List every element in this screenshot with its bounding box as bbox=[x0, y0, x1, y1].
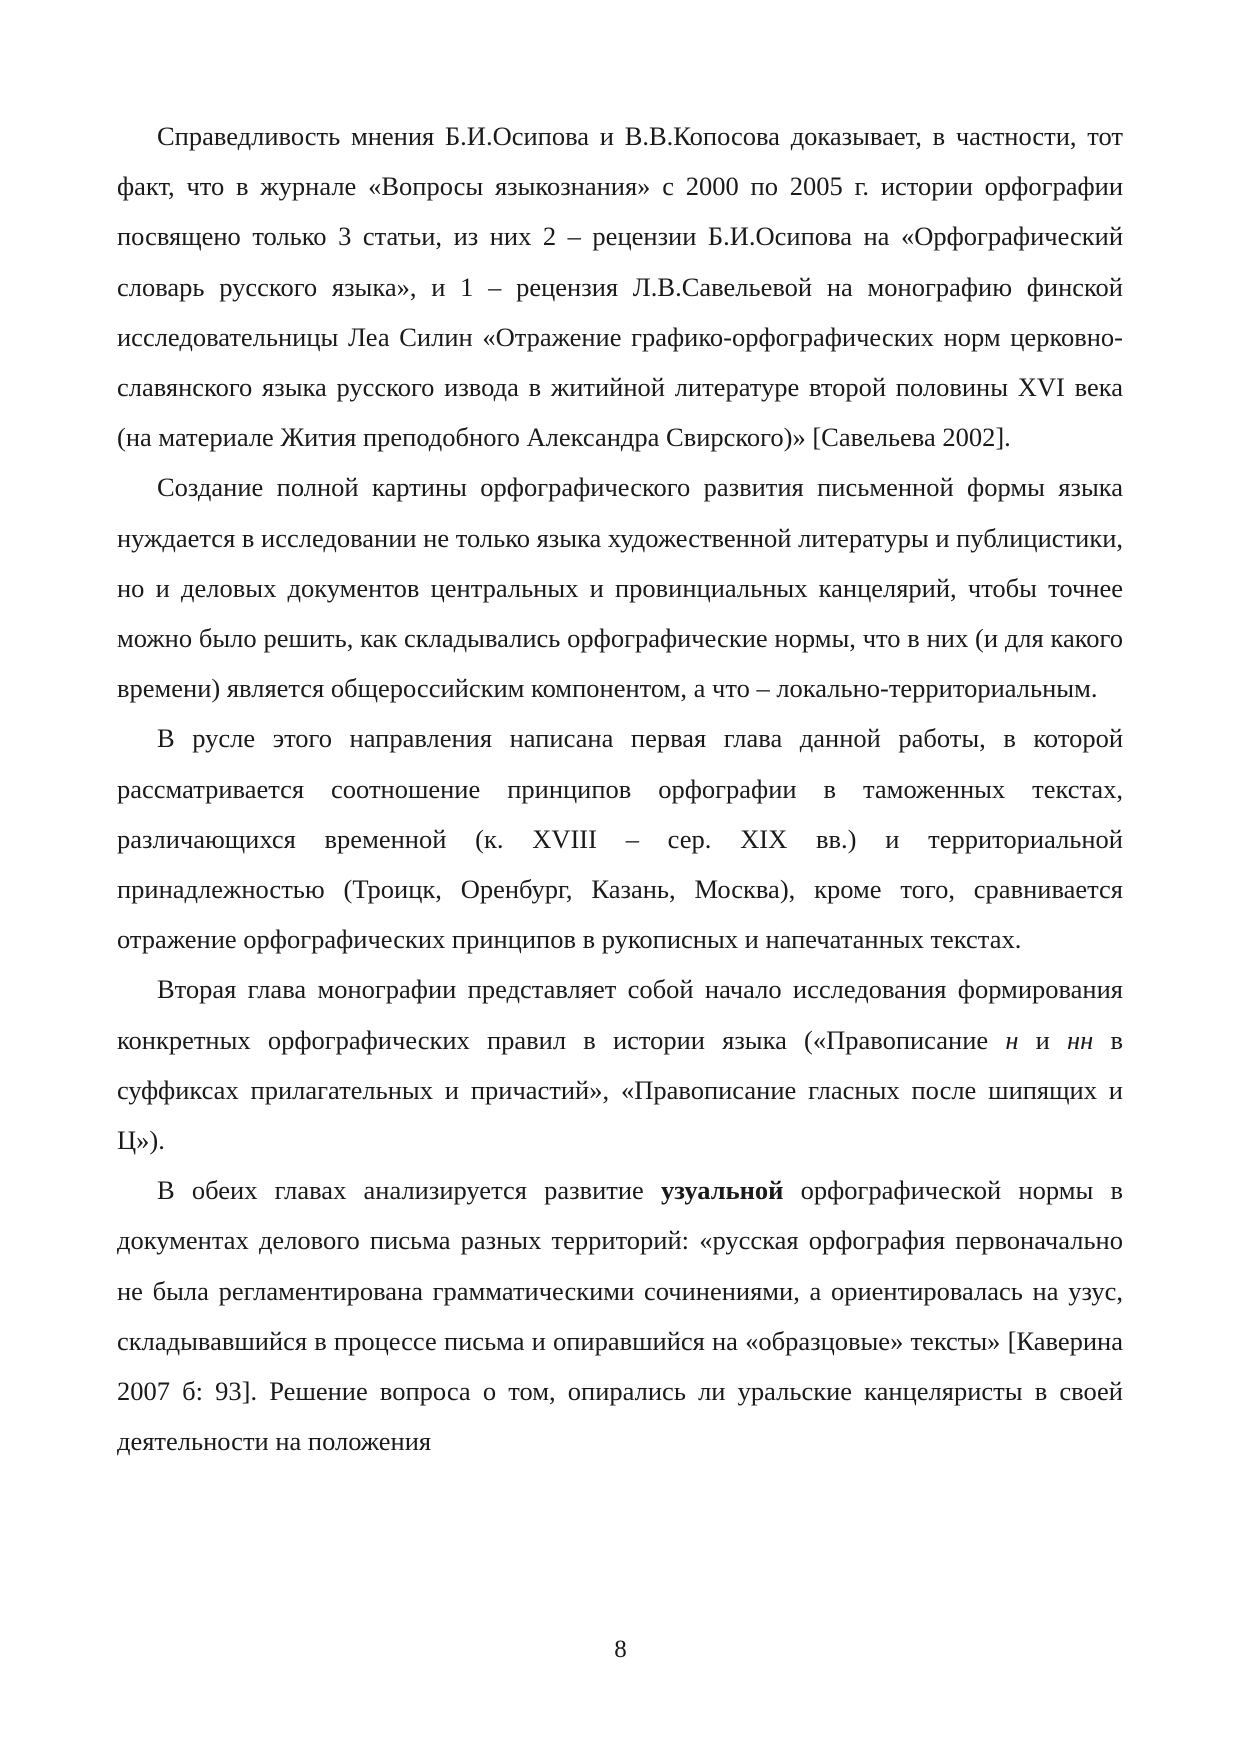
paragraph-4-text-b: и bbox=[1018, 1024, 1068, 1055]
paragraph-3-text: В русле этого направления написана первая глава данной работы, в которой рассматривается соотношение принципов орфографии в таможенных текстах, различающихся временной (к. XVIII – сер. XIX вв.) и территориальной принадлежностью (Троицк, Оренбург, Казань, Москва), кроме того, сравнивается отражение орфографических принципов в рукописных и напечатанных текстах. bbox=[117, 723, 1123, 955]
paragraph-3 bbox=[117, 713, 1123, 964]
paragraph-5-bold-term: узуальной bbox=[661, 1175, 784, 1206]
document-body bbox=[117, 111, 1123, 1466]
paragraph-2-text: Создание полной картины орфографического развития письменной формы языка нуждается в исследовании не только языка художественной литературы и публицистики, но и деловых документов центральных и провинциальных канцелярий, чтобы точнее можно было решить, как складывались орфографические нормы, что в них (и для какого времени) является общероссийским компонентом, а что – локально-территориальным. bbox=[117, 472, 1124, 704]
paragraph-4 bbox=[117, 964, 1123, 1165]
paragraph-4-text-c: в суффиксах прилагательных и причастий», «Правописание гласных после шипящих и Ц»). bbox=[117, 1024, 1124, 1156]
page-number: 8 bbox=[614, 1636, 627, 1663]
paragraph-4-italic-n: н bbox=[1005, 1024, 1019, 1055]
paragraph-1-text: Справедливость мнения Б.И.Осипова и В.В.Копосова доказывает, в частности, тот факт, что в журнале «Вопросы языкознания» с 2000 по 2005 г. истории орфографии посвящено только 3 статьи, из них 2 – рецензии Б.И.Осипова на «Орфографический словарь русского языка», и 1 – рецензия Л.В.Савельевой на монографию финской исследовательницы Леа Силин «Отражение графико-орфографических норм церковно-славянского языка русского извода в житийной литературе второй половины XVI века (на материале Жития преподобного Александра Свирского)» [Савельева 2002]. bbox=[117, 121, 1123, 453]
paragraph-4-italic-nn: нн bbox=[1067, 1024, 1094, 1055]
paragraph-2 bbox=[117, 462, 1123, 713]
paragraph-5-text-b: орфографической нормы в документах делового письма разных территорий: «русская орфография первоначально не была регламентирована грамматическими сочинениями, а ориентировалась на узус, складывавшийся в процессе письма и опиравшийся на «образцовые» тексты» [Каверина 2007 б: 93]. Решение вопроса о том, опирались ли уральские канцеляристы в своей деятельности на положения bbox=[117, 1175, 1123, 1457]
paragraph-4-text-a: Вторая глава монографии представляет собой начало исследования формирования конкретных орфографических правил в истории языка («Правописание bbox=[117, 974, 1123, 1055]
paragraph-5-text-a: В обеих главах анализируется развитие bbox=[157, 1175, 662, 1206]
paragraph-5 bbox=[117, 1165, 1123, 1466]
paragraph-1 bbox=[117, 111, 1123, 462]
